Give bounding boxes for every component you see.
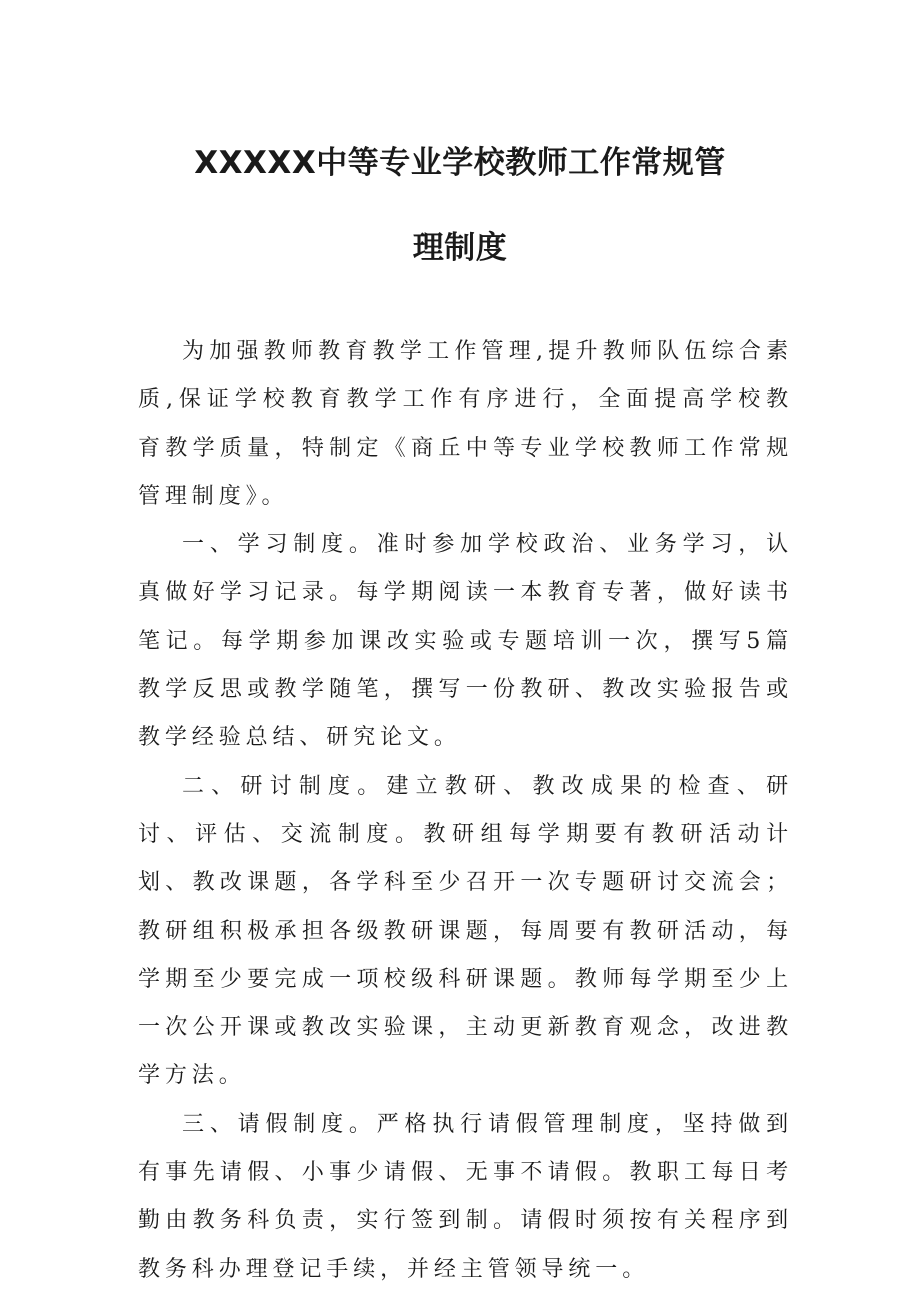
document-title-line-2: 理制度 xyxy=(412,230,508,266)
paragraph-research-system: 二、研讨制度。建立教研、教改成果的检查、研讨、评估、交流制度。教研组每学期要有教研活动计划、教改课题，各学科至少召开一次专题研讨交流会；教研组积极承担各级教研课题，每周要有教研活动，每学期至少要完成一项校级科研课题。教师每学期至少上一次公开课或教改实验课，主动更新教育观念，改进教学方法。 xyxy=(138,773,793,1089)
document-body xyxy=(138,328,793,1294)
paragraph-leave-system: 三、请假制度。严格执行请假管理制度，坚持做到有事先请假、小事少请假、无事不请假。教职工每日考勤由教务科负责，实行签到制。请假时须按有关程序到教务科办理登记手续，并经主管领导统一。 xyxy=(138,1111,793,1282)
paragraph-intro: 为加强教师教育教学工作管理,提升教师队伍综合素质,保证学校教育教学工作有序进行，全面提高学校教育教学质量，特制定《商丘中等专业学校教师工作常规管理制度》。 xyxy=(138,339,793,509)
document-title-line-1: XXXXX中等专业学校教师工作常规管 xyxy=(194,145,726,181)
paragraph-study-system: 一、学习制度。准时参加学校政治、业务学习，认真做好学习记录。每学期阅读一本教育专著，做好读书笔记。每学期参加课改实验或专题培训一次，撰写5篇教学反思或教学随笔，撰写一份教研、教改实验报告或教学经验总结、研究论文。 xyxy=(138,532,793,751)
